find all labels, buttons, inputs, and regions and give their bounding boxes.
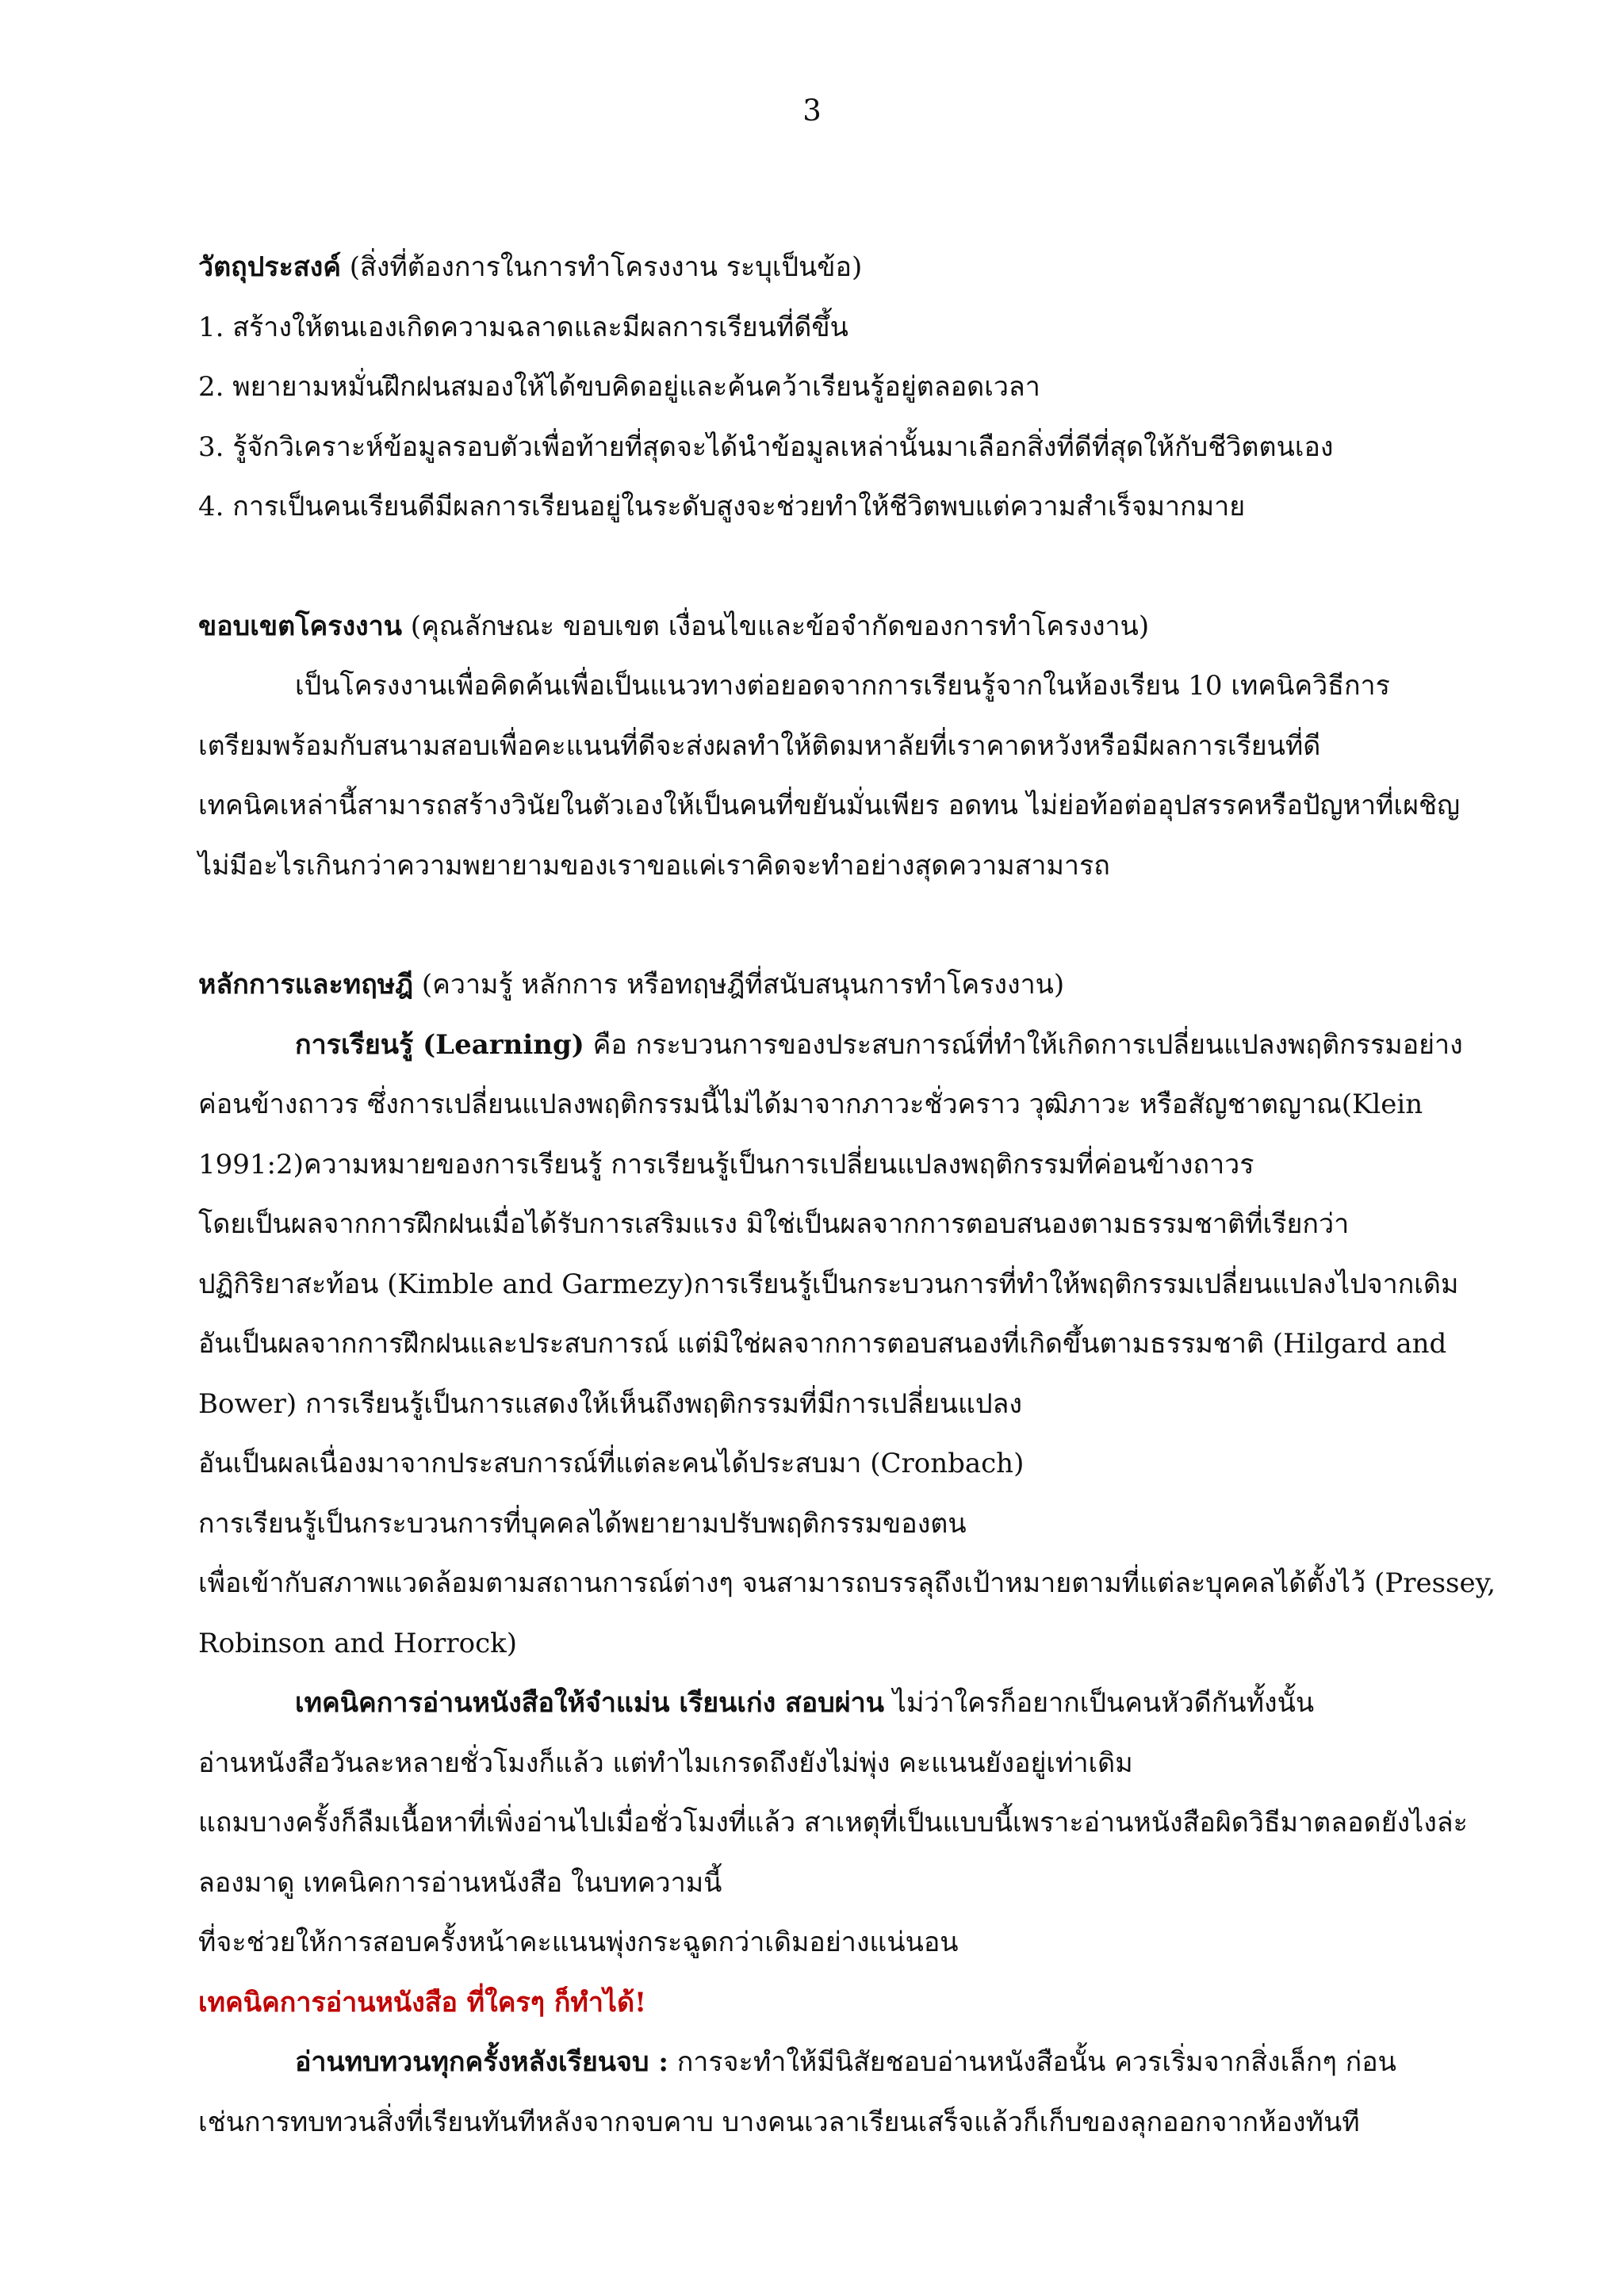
technique-line: แถมบางครั้งก็ลืมเนื้อหาที่เพิ่งอ่านไปเมื่อชั่วโมงที่แล้ว สาเหตุที่เป็นแบบนี้เพราะอ่านหนังสือผิดวิธีมาตลอดยังไงล่ะ — [198, 1807, 1468, 1839]
scope-subtitle: (คุณลักษณะ ขอบเขต เงื่อนไขและข้อจำกัดของการทำโครงงาน) — [402, 610, 1150, 642]
technique-paragraph-first-line — [198, 1674, 1507, 1734]
learning-term: การเรียนรู้ (Learning) — [295, 1028, 584, 1061]
learning-line: ปฏิกิริยาสะท้อน (Kimble and Garmezy)การเรียนรู้เป็นกระบวนการที่ทำให้พฤติกรรมเปลี่ยนแปลงไปจากเดิม — [198, 1268, 1459, 1300]
learning-line: อันเป็นผลจากการฝึกฝนและประสบการณ์ แต่มิใช่ผลจากการตอบสนองที่เกิดขึ้นตามธรรมชาติ (Hilgard and — [198, 1328, 1447, 1360]
red-subheading: เทคนิคการอ่านหนังสือ ที่ใครๆ ก็ทำได้! — [198, 1986, 647, 2019]
objectives-subtitle: (สิ่งที่ต้องการในการทำโครงงาน ระบุเป็นข้อ) — [340, 251, 863, 283]
technique-line: อ่านหนังสือวันละหลายชั่วโมงก็แล้ว แต่ทำไมเกรดถึงยังไม่พุ่ง คะแนนยังอยู่เท่าเดิม — [198, 1747, 1133, 1779]
learning-line: เพื่อเข้ากับสภาพแวดล้อมตามสถานการณ์ต่างๆ จนสามารถบรรลุถึงเป้าหมายตามที่แต่ละบุคคลได้ตั้งไว้ (Pressey, — [198, 1567, 1496, 1599]
objectives-heading-line — [198, 238, 1507, 298]
scope-line: เทคนิคเหล่านี้สามารถสร้างวินัยในตัวเองให้เป็นคนที่ขยันมั่นเพียร อดทน ไม่ย่อท้อต่ออุปสรรคหรือปัญหาที่เผชิญ — [198, 790, 1461, 821]
objective-item: 4. การเป็นคนเรียนดีมีผลการเรียนอยู่ในระดับสูงจะช่วยทำให้ชีวิตพบแต่ความสำเร็จมากมาย — [198, 491, 1246, 522]
section-spacer — [198, 896, 1507, 955]
learning-line: อันเป็นผลเนื่องมาจากประสบการณ์ที่แต่ละคนได้ประสบมา (Cronbach) — [198, 1448, 1025, 1479]
technique-term: เทคนิคการอ่านหนังสือให้จำแม่น เรียนเก่ง สอบผ่าน — [295, 1687, 885, 1719]
objective-item: 2. พยายามหมั่นฝึกฝนสมองให้ได้ขบคิดอยู่และค้นคว้าเรียนรู้อยู่ตลอดเวลา — [198, 371, 1040, 403]
page-content — [198, 238, 1507, 2152]
scope-line: ไม่มีอะไรเกินกว่าความพยายามของเราขอแค่เราคิดจะทำอย่างสุดความสามารถ — [198, 849, 1110, 882]
scope-line: เป็นโครงงานเพื่อคิดค้นเพื่อเป็นแนวทางต่อยอดจากการเรียนรู้จากในห้องเรียน 10 เทคนิควิธีการ — [295, 670, 1390, 702]
scope-heading-line — [198, 597, 1507, 657]
review-term: อ่านทบทวนทุกครั้งหลังเรียนจบ : — [295, 2046, 668, 2078]
scope-line: เตรียมพร้อมกับสนามสอบเพื่อคะแนนที่ดีจะส่งผลทำให้ติดมหาลัยที่เราคาดหวังหรือมีผลการเรียนที่ดี — [198, 729, 1321, 762]
objective-item: 3. รู้จักวิเคราะห์ข้อมูลรอบตัวเพื่อท้ายที่สุดจะได้นำข้อมูลเหล่านั้นมาเลือกสิ่งที่ดีที่สุดให้กับชีวิตตนเอง — [198, 430, 1334, 463]
objectives-heading: วัตถุประสงค์ — [198, 251, 341, 283]
learning-line: การเรียนรู้เป็นกระบวนการที่บุคคลได้พยายามปรับพฤติกรรมของตน — [198, 1507, 967, 1540]
principles-heading-line — [198, 955, 1507, 1016]
learning-line: ค่อนข้างถาวร ซึ่งการเปลี่ยนแปลงพฤติกรรมนี้ไม่ได้มาจากภาวะชั่วคราว วุฒิภาวะ หรือสัญชาตญาณ(Klein — [198, 1089, 1423, 1120]
principles-heading: หลักการและทฤษฎี — [198, 969, 414, 1001]
learning-line: Bower) การเรียนรู้เป็นการแสดงให้เห็นถึงพฤติกรรมที่มีการเปลี่ยนแปลง — [198, 1387, 1022, 1420]
objective-item: 1. สร้างให้ตนเองเกิดความฉลาดและมีผลการเรียนที่ดีขึ้น — [198, 311, 848, 343]
technique-line: ที่จะช่วยให้การสอบครั้งหน้าคะแนนพุ่งกระฉูดกว่าเดิมอย่างแน่นอน — [198, 1927, 959, 1958]
review-first-text: การจะทำให้มีนิสัยชอบอ่านหนังสือนั้น ควรเริ่มจากสิ่งเล็กๆ ก่อน — [668, 2046, 1396, 2078]
review-line: เช่นการทบทวนสิ่งที่เรียนทันทีหลังจากจบคาบ บางคนเวลาเรียนเสร็จแล้วก็เก็บของลุกออกจากห้องทันที — [198, 2106, 1360, 2138]
section-spacer — [198, 538, 1507, 597]
technique-line: ลองมาดู เทคนิคการอ่านหนังสือ ในบทความนี้ — [198, 1866, 722, 1899]
learning-line: 1991:2)ความหมายของการเรียนรู้ การเรียนรู้เป็นการเปลี่ยนแปลงพฤติกรรมที่ค่อนข้างถาวร — [198, 1148, 1254, 1181]
red-subheading-line — [198, 1973, 1507, 2034]
learning-first-text: คือ กระบวนการของประสบการณ์ที่ทำให้เกิดการเปลี่ยนแปลงพฤติกรรมอย่าง — [584, 1028, 1463, 1061]
learning-line: Robinson and Horrock) — [198, 1627, 517, 1659]
review-paragraph-first-line — [198, 2033, 1507, 2093]
page-number: 3 — [802, 94, 822, 128]
scope-heading: ขอบเขตโครงงาน — [198, 610, 402, 642]
learning-paragraph-first-line — [198, 1016, 1507, 1076]
principles-subtitle: (ความรู้ หลักการ หรือทฤษฎีที่สนับสนุนการทำโครงงาน) — [413, 969, 1065, 1001]
learning-line: โดยเป็นผลจากการฝึกฝนเมื่อได้รับการเสริมแรง มิใช่เป็นผลจากการตอบสนองตามธรรมชาติที่เรียกว่า — [198, 1208, 1350, 1240]
technique-first-text: ไม่ว่าใครก็อยากเป็นคนหัวดีกันทั้งนั้น — [884, 1687, 1315, 1719]
